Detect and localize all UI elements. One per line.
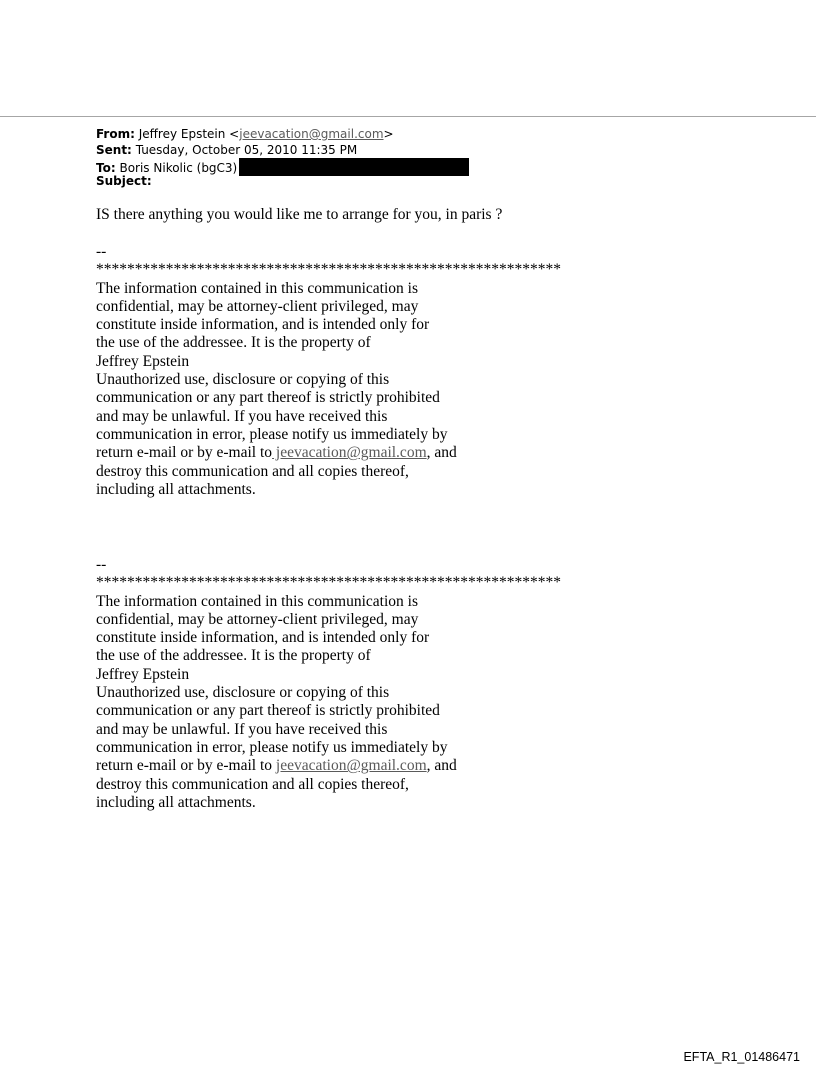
signature-line: confidential, may be attorney-client privileged, may	[96, 297, 419, 315]
from-label: From:	[96, 127, 135, 141]
signature-line: The information contained in this communication is	[96, 592, 418, 610]
document-id: EFTA_R1_01486471	[683, 1050, 800, 1064]
signature-line: Unauthorized use, disclosure or copying of this	[96, 684, 390, 702]
signature-line: destroy this communication and all copies thereof,	[96, 775, 409, 793]
signature-block-2	[96, 556, 656, 812]
signature-email-link[interactable]: jeevacation@gmail.com	[272, 444, 427, 462]
signature-line: communication in error, please notify us immediately by	[96, 425, 448, 443]
signature-line: Unauthorized use, disclosure or copying of this	[96, 371, 390, 389]
signature-line: the use of the addressee. It is the property of	[96, 647, 371, 665]
signature-line: including all attachments.	[96, 480, 256, 498]
sent-label: Sent:	[96, 142, 132, 157]
signature-line: communication in error, please notify us immediately by	[96, 738, 448, 756]
from-name: Jeffrey Epstein <	[138, 127, 240, 141]
signature-line: constitute inside information, and is intended only for	[96, 316, 430, 334]
to-value: Boris Nikolic (bgC3)	[119, 161, 238, 175]
email-header	[96, 127, 469, 189]
signature-line: The information contained in this communication is	[96, 279, 418, 297]
signature-line: confidential, may be attorney-client privileged, may	[96, 610, 419, 628]
return-suffix: , and	[426, 757, 457, 775]
return-suffix: , and	[426, 444, 457, 462]
signature-line: and may be unlawful. If you have received this	[96, 720, 388, 738]
signature-line: Jeffrey Epstein	[96, 665, 190, 683]
signature-block-1	[96, 243, 656, 499]
signature-line: communication or any part thereof is strictly prohibited	[96, 389, 440, 407]
signature-stars: ************************************************************	[96, 261, 561, 279]
sent-row	[96, 143, 469, 159]
return-prefix: return e-mail or by e-mail to	[96, 757, 276, 775]
subject-label: Subject:	[96, 173, 152, 188]
signature-return-line	[96, 757, 656, 775]
signature-line: communication or any part thereof is strictly prohibited	[96, 702, 440, 720]
return-prefix: return e-mail or by e-mail to	[96, 444, 273, 462]
signature-dashes: --	[96, 556, 107, 573]
signature-line: destroy this communication and all copies thereof,	[96, 462, 409, 480]
sent-value: Tuesday, October 05, 2010 11:35 PM	[135, 142, 358, 157]
email-body: IS there anything you would like me to arrange for you, in paris ?	[96, 206, 503, 223]
from-email-link[interactable]: jeevacation@gmail.com	[239, 127, 384, 141]
signature-line: constitute inside information, and is intended only for	[96, 629, 430, 647]
to-label: To:	[96, 161, 116, 175]
to-row	[96, 158, 469, 174]
redaction-block	[239, 158, 469, 176]
signature-line: Jeffrey Epstein	[96, 352, 190, 370]
from-row	[96, 127, 469, 143]
signature-stars: ************************************************************	[96, 574, 561, 592]
signature-dashes: --	[96, 243, 107, 260]
header-divider	[0, 116, 816, 117]
signature-line: and may be unlawful. If you have received this	[96, 407, 388, 425]
signature-return-line	[96, 444, 656, 462]
signature-line: the use of the addressee. It is the property of	[96, 334, 371, 352]
signature-email-link[interactable]: jeevacation@gmail.com	[275, 757, 427, 775]
signature-line: including all attachments.	[96, 793, 256, 811]
from-close: >	[383, 127, 394, 141]
